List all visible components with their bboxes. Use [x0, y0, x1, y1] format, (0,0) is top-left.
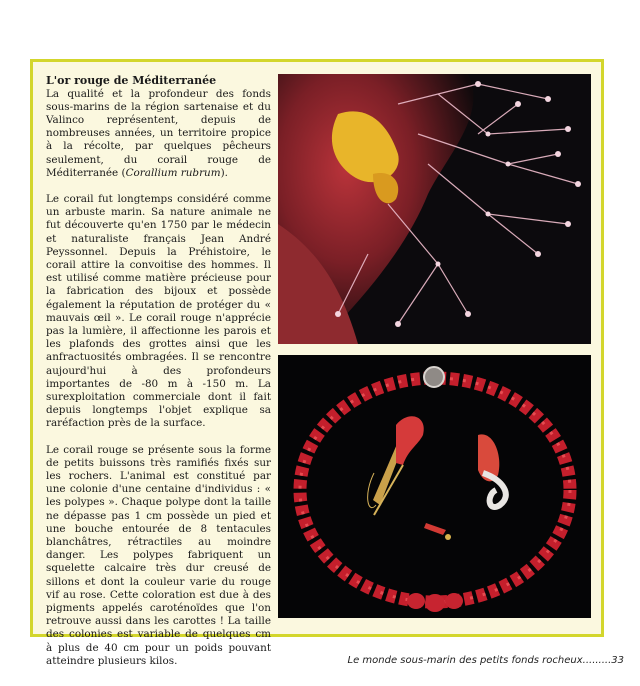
- paragraph-3: Le corail rouge se présente sous la forme de petits buissons très ramifiés fixés sur les rochers. L'animal est constitué par une colonie d'une centaine d'individus : « les polypes ». Chaque polype dont la taille ne dépasse pas 1 cm possède un pied et une bouche entourée de 8 tentacules blanchâtres, rétractiles au moindre danger. Les polypes fabriquent un squelette calcaire très dur creusé de sillons et dont la couleur varie du rouge vif au rose. Cette coloration est due à des pigments appelés caroténoïdes que l'on retrouve aussi dans les carottes ! La taille des colonies est variable de quelques cm à plus de 40 cm pour un poids pouvant atteindre plusieurs kilos.: [46, 443, 271, 667]
- paragraph-2: Le corail fut longtemps considéré comme un arbuste marin. Sa nature animale ne fut découverte qu'en 1750 par le médecin et naturaliste français Jean André Peyssonnel. Depuis la Préhistoire, le corail attire la convoitise des hommes. Il est utilisé comme matière précieuse pour la fabrication des bijoux et possède également la réputation de protéger du « mauvais œil ». Le corail rouge n'apprécie pas la lumière, il affectionne les parois et les plafonds des grottes ainsi que les anfractuosités ombragées. Il se rencontre aujourd'hui à des profondeurs importantes de -80 m à -150 m. La surexploitation commerciale dont il fait depuis longtemps l'objet explique sa raréfaction près de la surface.: [46, 192, 271, 430]
- paragraph-1: [46, 88, 271, 180]
- coral-jewelry-photo: [278, 355, 591, 618]
- page-footer: Le monde sous-marin des petits fonds rocheux.........33: [347, 655, 624, 666]
- coral-necklace-illustration: [278, 355, 591, 618]
- article-title: L'or rouge de Méditerranée: [46, 74, 217, 87]
- article-text: [46, 74, 271, 681]
- paragraph-1-text: La qualité et la profondeur des fonds sous-marins de la région sartenaise et du Valinco représentent, depuis de nombreuses années, un territoire propice à la récolte, par quelques pêcheurs seulement, du corail rouge de Méditerranée (: [46, 87, 271, 179]
- paragraph-1-end: ).: [220, 166, 228, 179]
- coral-colony-photo: [278, 74, 591, 344]
- species-name: Corallium rubrum: [125, 166, 221, 179]
- coral-colony-illustration: [278, 74, 591, 344]
